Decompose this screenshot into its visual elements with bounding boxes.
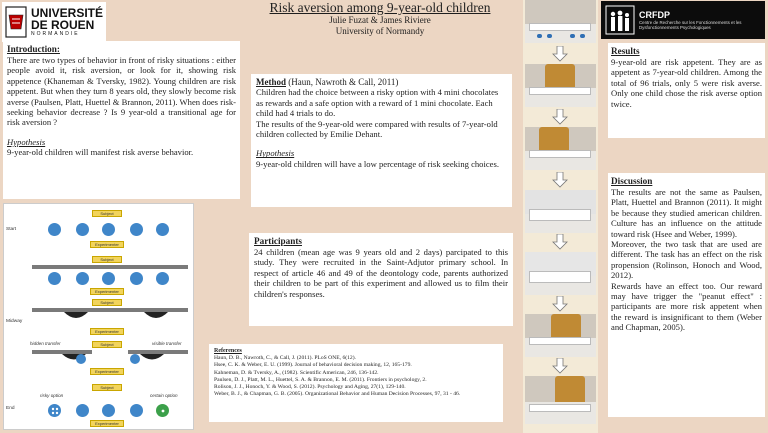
experiment-photo xyxy=(525,127,596,170)
references-panel xyxy=(209,344,503,422)
experimenter-box: Experimenter xyxy=(90,368,124,375)
arrow-down-icon xyxy=(552,296,568,312)
introduction-body: There are two types of behavior in front of risky situations : either people avoid it, risk aversion, or look for it, showing risk appetence (Khaneman & Tversky, 1982). Young children are risk appetent. But when they turn 8 years old, they slowly become risk averse (Paulsen, Platt, Huettel & Brannon, 2011). When does risk-seeking behavior decrease ? Is 9 year-old a transitional age for risk aversion ? xyxy=(7,55,236,128)
method-hypothesis-body: 9-year-old children will have a low percentage of risk seeking choices. xyxy=(256,158,499,169)
experimenter-box: Experimenter xyxy=(90,288,124,295)
reference-item: Rolison, J. J., Honoch, Y. & Wood, S. (2012). Psychology and Aging, 27(1), 129-140. xyxy=(214,384,406,391)
poster-title: Risk aversion among 9-year-old children xyxy=(269,0,491,15)
cup-marker xyxy=(48,272,61,285)
cup-marker xyxy=(76,272,89,285)
participants-body: 24 children (mean age was 9 years old and 2 days) parcipated to this study. They were recruited in the Saint-Adjutor primary school. In respect of article 46 and 49 of the deontology code, parents authorized their children to be part of this experiment and allowed us to film their children's responses. xyxy=(254,247,508,299)
university-name-line1: UNIVERSITÉ xyxy=(31,6,104,20)
experiment-photo xyxy=(525,0,596,43)
participants-panel xyxy=(249,233,513,326)
experiment-photo xyxy=(525,376,596,424)
cup-marker xyxy=(130,223,143,236)
reference-item: Hsee, C. K. & Weber, E. U. (1999). Journal of behavioral decision making, 12, 165-179. xyxy=(214,362,412,369)
references-heading: References xyxy=(214,348,242,354)
arrow-down-icon xyxy=(552,234,568,250)
chocolate-icon xyxy=(50,406,60,416)
experiment-photo-strip xyxy=(523,0,598,433)
reference-item: Kahneman, D. & Tversky, A., (1982). Scientific American, 246, 136-142. xyxy=(214,369,379,376)
method-body-1: Children had the choice between a risky option with 4 mini chocolates as rewards and a safe option with a reward of 1 mini chocolate. Each child had 4 trials to do. xyxy=(256,87,499,119)
results-heading: Results xyxy=(611,46,640,56)
discussion-body-2: Moreover, the two task that are used are different. The task has an effect on the risk propension (Rolinson, Honoch and Wood, 2012). xyxy=(611,239,762,281)
introduction-hypothesis-heading: Hypothesis xyxy=(7,136,46,147)
experiment-diagram xyxy=(3,203,194,430)
visible-transfer-label: visible transfer xyxy=(152,341,182,346)
cup-marker xyxy=(156,272,169,285)
cup-marker xyxy=(102,223,115,236)
cup-tilt-icon xyxy=(44,310,184,326)
discussion-panel xyxy=(608,173,765,417)
discussion-body-1: The results are not the same as Paulsen, Platt, Huettel and Brannon (2011). It might be because they studied american children. Culture has an influence on the attitude toward risk (Hsee and Weber, 1999). xyxy=(611,187,762,239)
cup-marker xyxy=(102,404,115,417)
university-name-line2: DE ROUEN xyxy=(31,18,95,32)
cup-marker xyxy=(76,404,89,417)
people-icon xyxy=(605,5,635,35)
university-name-line3: NORMANDIE xyxy=(31,31,80,37)
cup-marker xyxy=(76,354,86,364)
results-body: 9-year-old are risk appetent. They are as appetent as 7-year-old children. Among the total of 96 trials, only 5 were risk averse. Only one child chose the risk averse option twice. xyxy=(611,57,762,109)
cup-marker xyxy=(102,272,115,285)
chocolate-icon xyxy=(158,406,168,416)
experimenter-box: Experimenter xyxy=(90,420,124,427)
stage-label-midway: Midway xyxy=(6,319,23,324)
cup-marker xyxy=(130,404,143,417)
experiment-photo xyxy=(525,190,596,233)
crfdp-name: CRFDP xyxy=(639,9,670,20)
method-citation: (Haun, Nawroth & Call, 2011) xyxy=(286,77,399,87)
experiment-photo xyxy=(525,64,596,107)
experimenter-box: Experimenter xyxy=(90,241,124,248)
stage-label-start: Start xyxy=(6,227,17,232)
risky-option-label: risky option xyxy=(40,393,64,398)
introduction-heading: Introduction: xyxy=(7,44,60,54)
cup-marker xyxy=(156,223,169,236)
introduction-hypothesis-body: 9-year-old children will manifest risk averse behavior. xyxy=(7,147,194,158)
university-emblem-icon xyxy=(4,5,28,39)
cup-marker xyxy=(130,272,143,285)
introduction-panel xyxy=(3,41,240,199)
subject-box: Subject xyxy=(92,341,122,348)
stage-label-end: End xyxy=(6,406,15,411)
subject-box: Subject xyxy=(92,299,122,306)
university-logo xyxy=(2,2,106,42)
reference-item: Haun, D. B., Nawroth, C., & Call, J. (2011). PLoS ONE, 6(12). xyxy=(214,355,356,361)
subject-box: Subject xyxy=(92,384,122,391)
cup-tilt-icon xyxy=(44,352,184,366)
crfdp-subtitle: Centre de Recherche sur les Fonctionnements et les Dysfonctionnements Psychologiques xyxy=(639,19,742,30)
experiment-photo xyxy=(525,252,596,295)
subject-box: Subject xyxy=(92,256,122,263)
method-panel xyxy=(251,74,512,207)
crfdp-logo xyxy=(601,1,765,39)
poster-authors: Julie Fuzat & James Riviere xyxy=(329,15,431,25)
discussion-heading: Discussion xyxy=(611,176,653,186)
hidden-transfer-label: hidden transfer xyxy=(30,341,61,346)
poster-affiliation: University of Normandy xyxy=(335,26,425,36)
discussion-body-3: Rewards have an effect too. Our reward may have trigger the "peanut effect" : participants are more risk appetent when the reward is insignificant to them (Weber and Chapman, 2005). xyxy=(611,280,762,333)
method-body-2: The results of the 9-year-old were compared with results of 7-year-old children collected by Emilie Dehant. xyxy=(256,118,498,140)
participants-heading: Participants xyxy=(254,236,302,246)
arrow-down-icon xyxy=(552,109,568,125)
method-hypothesis-heading: Hypothesis xyxy=(256,148,295,159)
cup-marker xyxy=(130,354,140,364)
reference-item: Paulsen, D. J., Platt, M. L., Huettel, S. A. & Brannon, E. M. (2011). Frontiers in psychology, 2. xyxy=(214,376,427,383)
experimenter-box: Experimenter xyxy=(90,328,124,335)
cup-marker xyxy=(76,223,89,236)
results-panel xyxy=(608,43,765,138)
method-heading: Method xyxy=(256,77,286,87)
subject-box: Subject xyxy=(92,210,122,217)
reference-item: Weber, B. J., & Chapman, G. B. (2005). Organizational Behavior and Human Decision Processes, 97, 31 - 46. xyxy=(214,391,461,398)
certain-option-label: certain option xyxy=(150,393,178,398)
arrow-down-icon xyxy=(552,358,568,374)
cup-marker xyxy=(48,223,61,236)
arrow-down-icon xyxy=(552,172,568,188)
arrow-down-icon xyxy=(552,46,568,62)
board-bar xyxy=(32,265,188,269)
experiment-photo xyxy=(525,314,596,357)
